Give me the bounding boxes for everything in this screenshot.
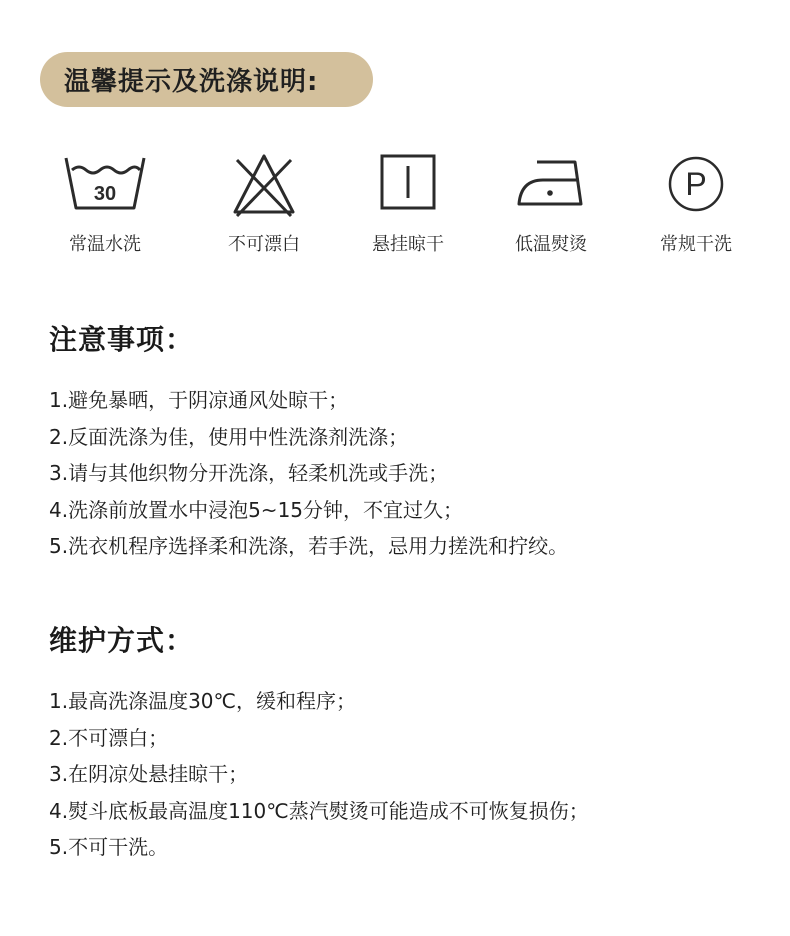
maintenance-list [49,683,589,866]
wash-temp-text: 30 [93,183,117,205]
header-title: 温馨提示及洗涤说明: [64,67,319,97]
maintenance-item: 4.熨斗底板最高温度110℃蒸汽熨烫可能造成不可恢复损伤； [49,798,589,823]
maintenance-item: 2.不可漂白； [49,725,169,750]
wash-30-icon [60,150,150,214]
care-label-hang-dry: 悬挂晾干 [372,234,444,255]
care-item-iron [481,150,621,260]
maintenance-title: 维护方式： [49,624,195,657]
maintenance-item: 3.在阴凉处悬挂晾干； [49,762,249,786]
maintenance-item: 5.不可干洗。 [49,835,169,859]
notes-item: 4.洗涤前放置水中浸泡5~15分钟，不宜过久； [49,497,464,522]
notes-list [49,382,568,565]
care-item-hang-dry [338,150,478,260]
iron-low-icon [513,150,589,210]
care-label-wash: 常温水洗 [69,234,141,255]
care-item-wash [35,150,175,260]
care-label-dry-clean: 常规干洗 [660,234,732,255]
no-bleach-icon [229,150,299,218]
care-icons-row [0,150,790,260]
hang-dry-icon [378,150,438,210]
care-label-no-bleach: 不可漂白 [228,234,300,255]
notes-title: 注意事项： [49,323,195,356]
notes-item: 5.洗衣机程序选择柔和洗涤，若手洗，忌用力搓洗和拧绞。 [49,534,569,558]
notes-item: 3.请与其他织物分开洗涤，轻柔机洗或手洗； [49,461,449,485]
dry-clean-p-icon [664,150,728,214]
care-label-iron: 低温熨烫 [515,234,587,255]
notes-item: 2.反面洗涤为佳，使用中性洗涤剂洗涤； [49,424,409,449]
care-item-dry-clean [626,150,766,260]
dry-clean-letter: P [685,166,707,202]
maintenance-item: 1.最高洗涤温度30℃，缓和程序； [49,689,356,713]
care-item-no-bleach [194,150,334,260]
header-title-pill [40,52,373,107]
notes-item: 1.避免暴晒，于阴凉通风处晾干； [49,388,349,412]
